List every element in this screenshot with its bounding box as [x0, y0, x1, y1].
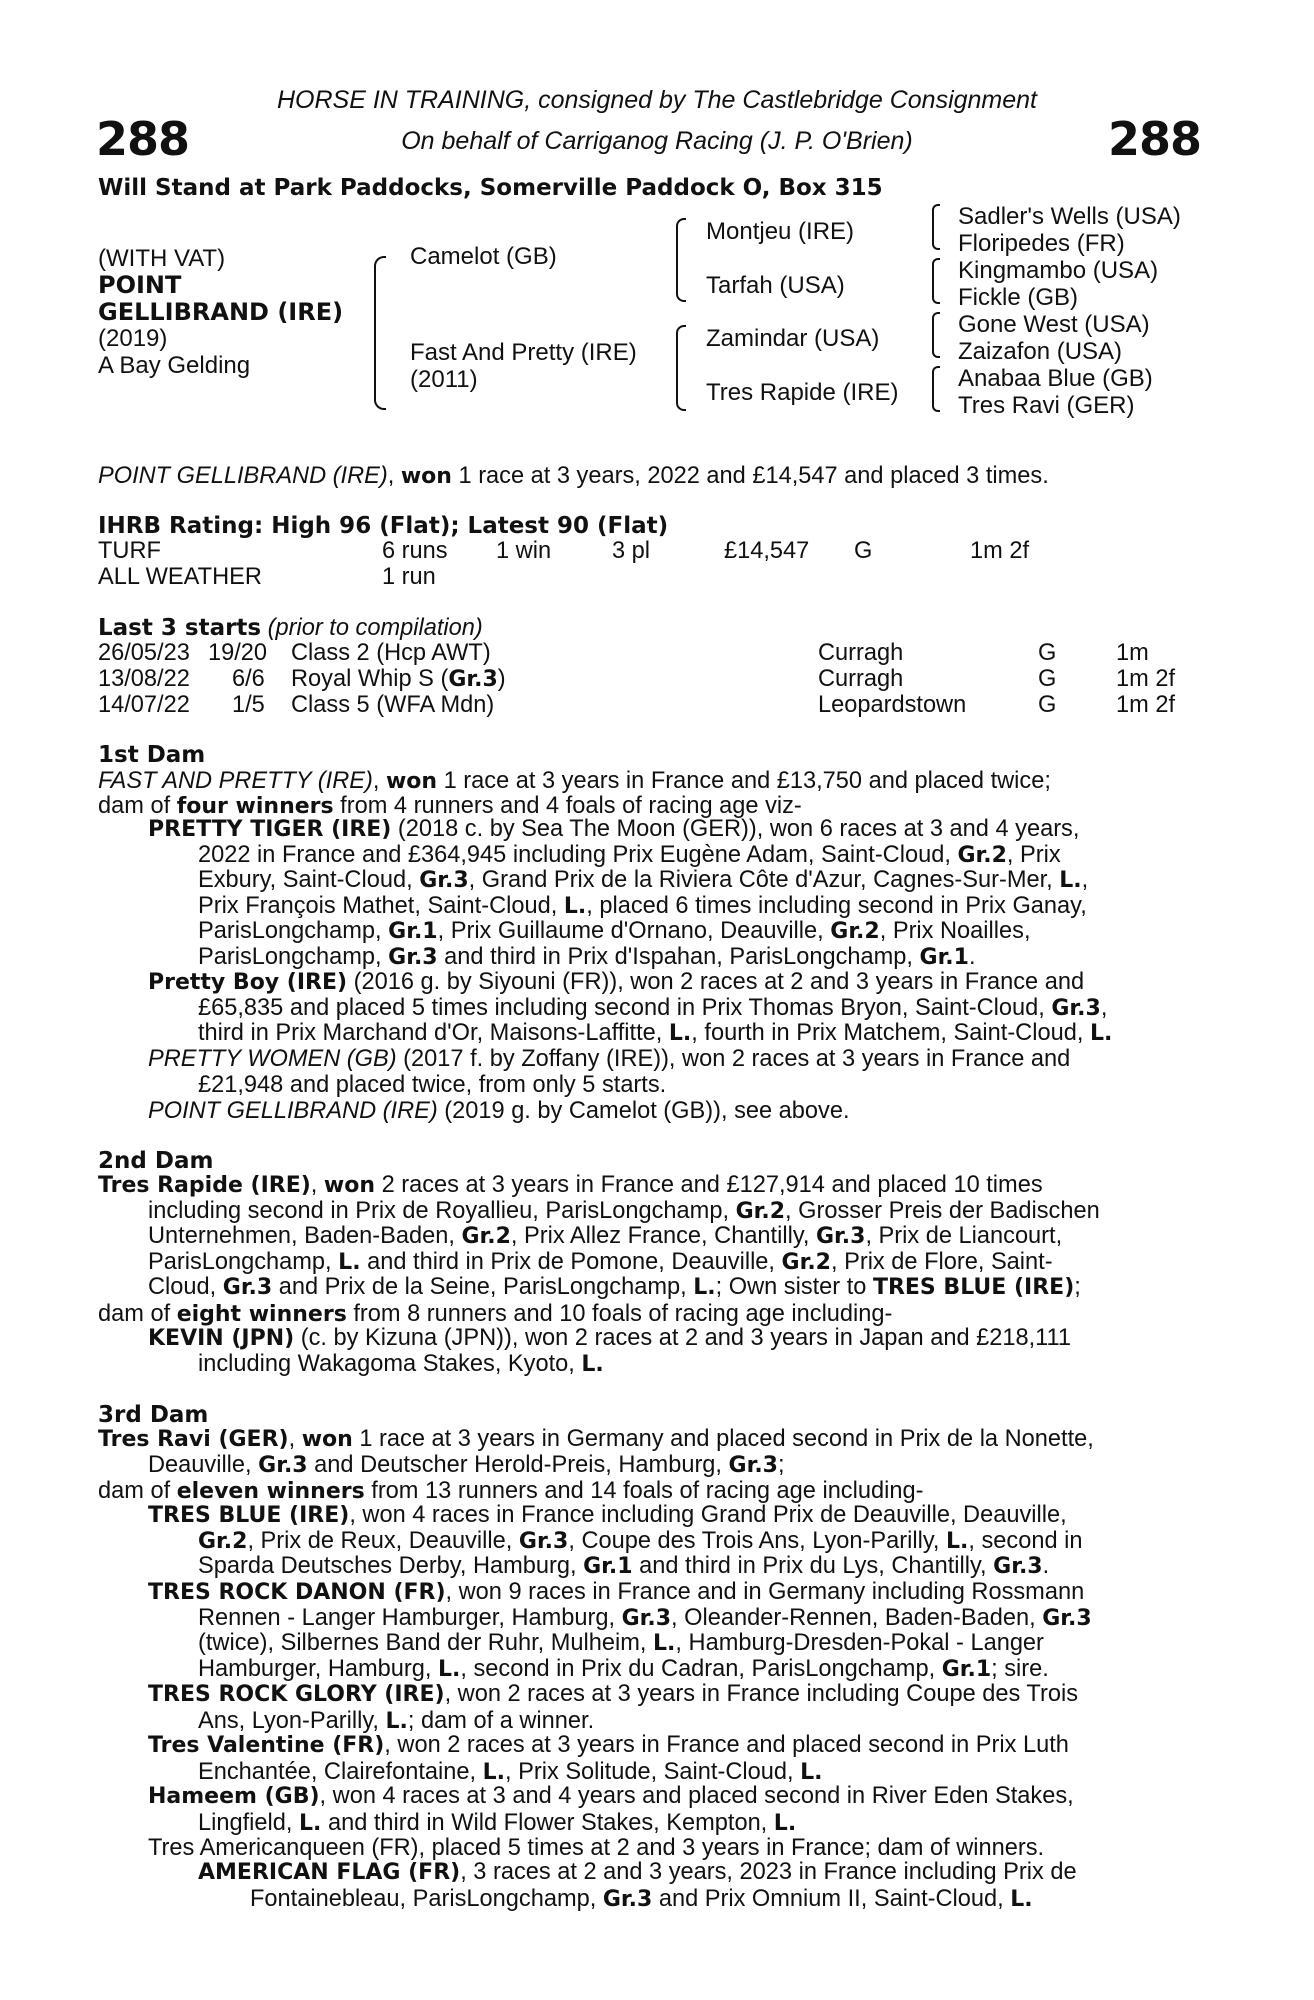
brace-sd [932, 258, 940, 304]
pedigree-dss: Gone West (USA) [958, 311, 1150, 338]
pedigree-dd: Tres Rapide (IRE) [706, 379, 899, 406]
rating-title: IHRB Rating: High 96 (Flat); Latest 90 (Flat) [98, 513, 669, 539]
pedigree-sdd: Fickle (GB) [958, 284, 1078, 311]
pedigree-dam: Fast And Pretty (IRE) [410, 339, 637, 366]
stand-location: Will Stand at Park Paddocks, Somerville Paddock O, Box 315 [98, 175, 883, 201]
horse-year: (2019) [98, 325, 168, 352]
lot-number-right: 288 [1108, 112, 1202, 166]
progeny-pretty-tiger: PRETTY TIGER (IRE) (2018 c. by Sea The Moon (GER)), won 6 races at 3 and 4 years, [148, 816, 1080, 842]
first-dam-record: FAST AND PRETTY (IRE), won 1 race at 3 years in France and £13,750 and placed twice; [98, 768, 1051, 794]
brace-dam [676, 325, 686, 411]
pedigree-sss: Sadler's Wells (USA) [958, 203, 1181, 230]
progeny-pretty-boy: Pretty Boy (IRE) (2016 g. by Siyouni (FR)), won 2 races at 2 and 3 years in France and [148, 969, 1085, 995]
third-dam-record: Tres Ravi (GER), won 1 race at 3 years in Germany and placed second in Prix de la Nonette, [98, 1426, 1094, 1452]
pedigree-ddd: Tres Ravi (GER) [958, 392, 1135, 419]
second-dam-title: 2nd Dam [98, 1148, 214, 1174]
vendor-line: On behalf of Carriganog Racing (J. P. O'Brien) [401, 127, 913, 155]
progeny-tres-valentine-detail: Enchantée, Clairefontaine, L., Prix Solitude, Saint-Cloud, L. [198, 1759, 823, 1785]
progeny-pretty-boy-detail: £65,835 and placed 5 times including second in Prix Thomas Bryon, Saint-Cloud, Gr.3, third in Prix Marchand d'Or, Maisons-Laffitte, L., fourth in Prix Matchem, Saint-Cloud, L. [198, 995, 1113, 1047]
pedigree-sire: Camelot (GB) [410, 243, 557, 270]
vat-note: (WITH VAT) [98, 245, 226, 272]
pedigree-ds: Zamindar (USA) [706, 325, 880, 352]
progeny-tres-rock-glory-detail: Ans, Lyon-Parilly, L.; dam of a winner. [198, 1708, 595, 1734]
brace-sire [676, 218, 686, 302]
progeny-american-flag: AMERICAN FLAG (FR), 3 races at 2 and 3 years, 2023 in France including Prix de [198, 1859, 1077, 1885]
progeny-tres-valentine: Tres Valentine (FR), won 2 races at 3 years in France and placed second in Prix Luth [148, 1732, 1069, 1758]
horse-name-line1: POINT [98, 271, 182, 299]
progeny-tres-rock-danon-detail: Rennen - Langer Hamburger, Hamburg, Gr.3, Oleander-Rennen, Baden-Baden, Gr.3 (twice), Silbernes Band der Ruhr, Mulheim, L., Hamburg-Dresden-Pokal - Langer Hamburger, Hamburg, L., second in Prix du Cadran, ParisLongchamp, Gr.1; sire. [198, 1605, 1092, 1682]
brace-ss [932, 204, 940, 250]
pedigree-dsd: Zaizafon (USA) [958, 338, 1123, 365]
last-starts-title: Last 3 starts (prior to compilation) [98, 615, 483, 641]
progeny-tres-rock-danon: TRES ROCK DANON (FR), won 9 races in France and in Germany including Rossmann [148, 1579, 1085, 1605]
progeny-hameem: Hameem (GB), won 4 races at 3 and 4 years and placed second in River Eden Stakes, [148, 1783, 1074, 1809]
second-dam-produce: dam of eight winners from 8 runners and 10 foals of racing age including- [98, 1301, 893, 1327]
brace-main [374, 256, 386, 410]
brace-dd [932, 366, 940, 412]
pedigree-sds: Kingmambo (USA) [958, 257, 1159, 284]
second-dam-record-detail: including second in Prix de Royallieu, ParisLongchamp, Gr.2, Grosser Preis der Badischen Unternehmen, Baden-Baden, Gr.2, Prix Allez France, Chantilly, Gr.3, Prix de Liancourt, ParisLongchamp, L. and third in Prix de Pomone, Deauville, Gr.2, Prix de Flore, Saint- Cloud, Gr.3 and Prix de la Seine, ParisLongchamp, L.; Own sister to TRES BLUE (IRE); [148, 1198, 1100, 1301]
progeny-pretty-tiger-detail: 2022 in France and £364,945 including Prix Eugène Adam, Saint-Cloud, Gr.2, Prix Exbury, Saint-Cloud, Gr.3, Grand Prix de la Riviera Côte d'Azur, Cagnes-Sur-Mer, L., Prix François Mathet, Saint-Cloud, L., placed 6 times including second in Prix Ganay, ParisLongchamp, Gr.1, Prix Guillaume d'Ornano, Deauville, Gr.2, Prix Noailles, ParisLongchamp, Gr.3 and third in Prix d'Ispahan, ParisLongchamp, Gr.1. [198, 842, 1089, 970]
progeny-tres-americanqueen: Tres Americanqueen (FR), placed 5 times at 2 and 3 years in France; dam of winners. [148, 1835, 1045, 1861]
pedigree-dds: Anabaa Blue (GB) [958, 365, 1153, 392]
progeny-tres-blue: TRES BLUE (IRE), won 4 races in France including Grand Prix de Deauville, Deauville, [148, 1502, 1067, 1528]
horse-name-line2: GELLIBRAND (IRE) [98, 298, 344, 326]
progeny-tres-blue-detail: Gr.2, Prix de Reux, Deauville, Gr.3, Coupe des Trois Ans, Lyon-Parilly, L., second in Sparda Deutsches Derby, Hamburg, Gr.1 and third in Prix du Lys, Chantilly, Gr.3. [198, 1528, 1083, 1580]
third-dam-title: 3rd Dam [98, 1402, 209, 1428]
lot-number-left: 288 [96, 112, 190, 166]
brace-ds [932, 312, 940, 358]
pedigree-ssd: Floripedes (FR) [958, 230, 1125, 257]
race-summary: POINT GELLIBRAND (IRE), won 1 race at 3 years, 2022 and £14,547 and placed 3 times. [98, 463, 1049, 489]
consignor-line: HORSE IN TRAINING, consigned by The Castlebridge Consignment [276, 86, 1038, 114]
pedigree-sd: Tarfah (USA) [706, 272, 845, 299]
third-dam-record-detail: Deauville, Gr.3 and Deutscher Herold-Preis, Hamburg, Gr.3; [148, 1452, 785, 1478]
pedigree-ss: Montjeu (IRE) [706, 218, 855, 245]
progeny-kevin-detail: including Wakagoma Stakes, Kyoto, L. [198, 1351, 604, 1377]
pedigree-dam-year: (2011) [410, 366, 478, 393]
progeny-pretty-women: PRETTY WOMEN (GB) (2017 f. by Zoffany (IRE)), won 2 races at 3 years in France and [148, 1046, 1071, 1072]
progeny-american-flag-detail: Fontainebleau, ParisLongchamp, Gr.3 and Prix Omnium II, Saint-Cloud, L. [250, 1886, 1033, 1912]
second-dam-record: Tres Rapide (IRE), won 2 races at 3 years in France and £127,914 and placed 10 times [98, 1172, 1043, 1198]
third-dam-produce: dam of eleven winners from 13 runners and 14 foals of racing age including- [98, 1478, 924, 1504]
progeny-pretty-women-detail: £21,948 and placed twice, from only 5 starts. [198, 1072, 667, 1098]
first-dam-title: 1st Dam [98, 742, 206, 768]
progeny-tres-rock-glory: TRES ROCK GLORY (IRE), won 2 races at 3 years in France including Coupe des Trois [148, 1681, 1078, 1707]
first-dam-produce: dam of four winners from 4 runners and 4 foals of racing age viz- [98, 793, 802, 819]
progeny-point-gellibrand: POINT GELLIBRAND (IRE) (2019 g. by Camelot (GB)), see above. [148, 1098, 850, 1124]
progeny-hameem-detail: Lingfield, L. and third in Wild Flower Stakes, Kempton, L. [198, 1810, 797, 1836]
horse-description: A Bay Gelding [98, 352, 251, 379]
progeny-kevin: KEVIN (JPN) (c. by Kizuna (JPN)), won 2 races at 2 and 3 years in Japan and £218,111 [148, 1325, 1072, 1351]
